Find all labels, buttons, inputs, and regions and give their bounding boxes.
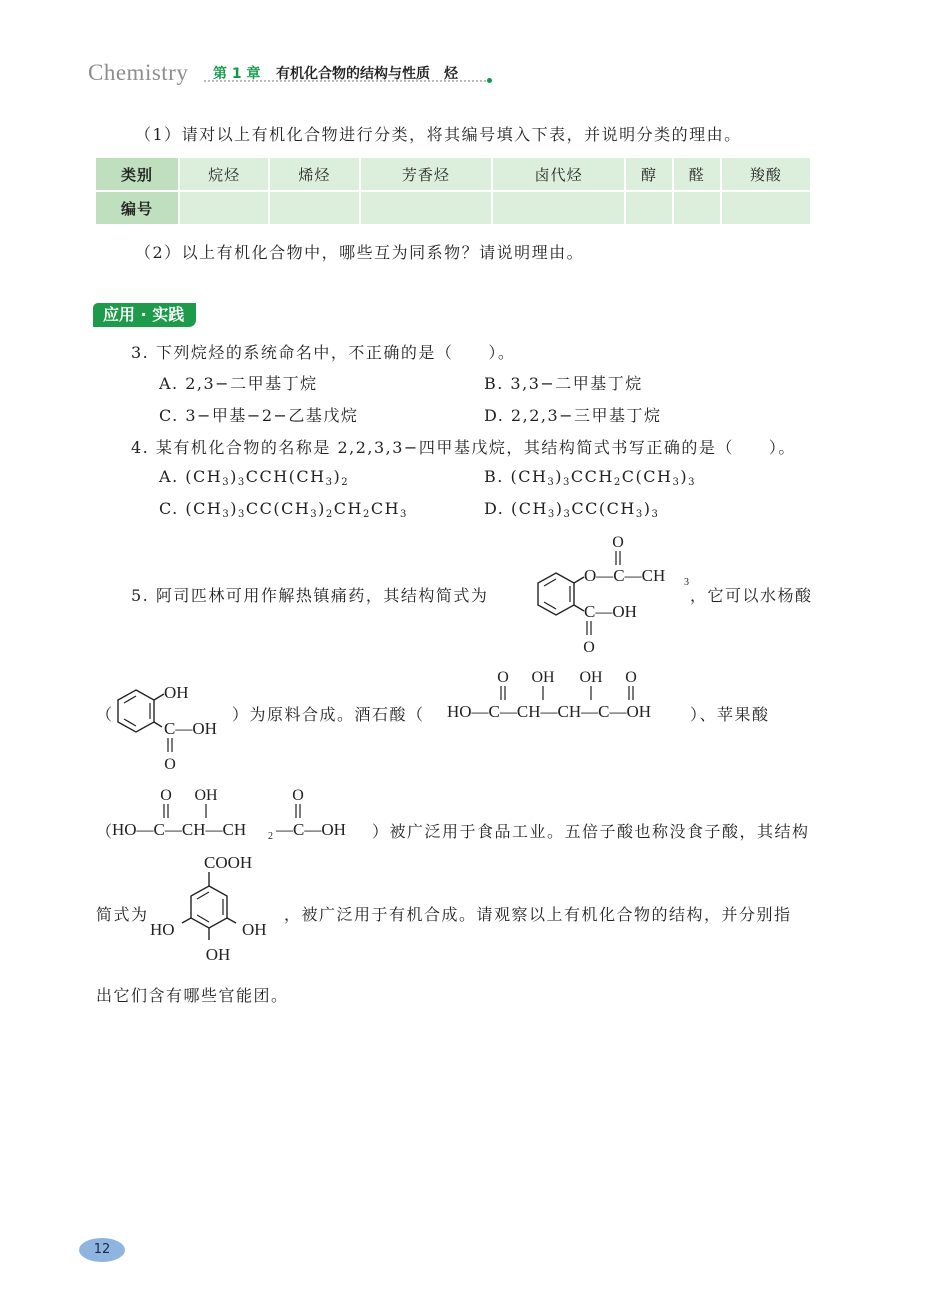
table-cell-category: 芳香烃 — [360, 157, 493, 191]
salicylic-acid-oxygen: O — [164, 756, 176, 773]
header-chapter: 第 1 章 — [213, 66, 261, 82]
q5-line3-post: ）被广泛用于食品工业。五倍子酸也称没食子酸，其结构 — [372, 822, 810, 841]
malic-ch2-subscript: 2 — [268, 831, 273, 841]
q5-line2-open: （ — [96, 705, 114, 724]
q5-line4-post: ，被广泛用于有机合成。请观察以上有机化合物的结构，并分别指 — [284, 905, 792, 924]
q4-option-b: B. $(CH_3)_3CCH_2C(CH_3)_3$ — [484, 467, 696, 488]
q5-line2-post: ）、苹果酸 — [690, 705, 770, 724]
aspirin-ch3-subscript: 3 — [684, 577, 689, 588]
q1-text: （1）请对以上有机化合物进行分类，将其编号填入下表，并说明分类的理由。 — [135, 125, 742, 144]
aspirin-ester-group: O—C—CH — [584, 566, 666, 585]
salicylic-acid-structure — [106, 680, 234, 774]
malic-hydroxyl: OH — [194, 787, 218, 804]
q3-option-b: B. 3,3−二甲基丁烷 — [484, 374, 643, 393]
table-cell-number — [625, 191, 673, 225]
table-cell-number — [360, 191, 493, 225]
table-header-number: 编号 — [95, 191, 179, 225]
malic-oxygen-2: O — [292, 787, 304, 804]
table-cell-number — [269, 191, 359, 225]
table-cell-number — [721, 191, 811, 225]
tartaric-oxygen-2: O — [625, 669, 637, 686]
q5-line2-mid: ）为原料合成。酒石酸（ — [232, 705, 425, 724]
q4-option-c: C. $(CH_3)_3CC(CH_3)_2CH_2CH_3$ — [159, 499, 408, 520]
malic-oxygen-1: O — [160, 787, 172, 804]
tartaric-acid-structure — [443, 665, 693, 723]
gallic-hydroxyl-bottom: OH — [205, 945, 231, 964]
q5-line1-post: ，它可以水杨酸 — [690, 586, 813, 605]
q3-option-a: A. 2,3−二甲基丁烷 — [159, 374, 318, 393]
page-number: 12 — [79, 1238, 125, 1262]
q4-option-a: A. $(CH_3)_3CCH(CH_3)_2$ — [159, 467, 350, 488]
table-cell-category: 烯烃 — [269, 157, 359, 191]
aspirin-ester-oxygen: O — [612, 534, 624, 551]
tartaric-hydroxyl-2: OH — [579, 669, 603, 686]
table-cell-number — [673, 191, 721, 225]
gallic-hydroxyl-left: HO — [150, 920, 175, 939]
aspirin-acid-oxygen: O — [583, 639, 595, 655]
q5-line5: 出它们含有哪些官能团。 — [96, 986, 289, 1005]
q2-text: （2）以上有机化合物中，哪些互为同系物？请说明理由。 — [135, 243, 585, 262]
malic-chain-b: —C—OH — [276, 820, 346, 839]
table-row-category — [95, 157, 811, 191]
section-badge: 应用 · 实践 — [93, 303, 196, 327]
q3-option-d: D. 2,2,3−三甲基丁烷 — [484, 406, 662, 425]
table-cell-category: 醇 — [625, 157, 673, 191]
gallic-hydroxyl-right: OH — [242, 920, 267, 939]
salicylic-acid-group: C—OH — [164, 719, 217, 738]
table-header-category: 类别 — [95, 157, 179, 191]
classification-table — [94, 156, 812, 226]
q3-stem: 3. 下列烷烃的系统命名中，不正确的是（ ）。 — [131, 343, 516, 362]
gallic-acid-structure — [146, 850, 276, 970]
malic-acid-structure — [110, 783, 372, 841]
tartaric-hydroxyl-1: OH — [531, 669, 555, 686]
q5-line4-pre: 简式为 — [96, 905, 149, 924]
tartaric-oxygen-1: O — [497, 669, 509, 686]
table-cell-number — [179, 191, 269, 225]
header-brand: Chemistry — [88, 60, 189, 85]
table-cell-category: 卤代烃 — [492, 157, 625, 191]
salicylic-hydroxyl: OH — [164, 683, 189, 702]
gallic-carboxyl: COOH — [204, 853, 253, 872]
table-cell-number — [492, 191, 625, 225]
tartaric-chain: HO—C—CH—CH—C—OH — [447, 702, 652, 721]
header-title: 有机化合物的结构与性质 烃 — [276, 66, 458, 82]
malic-chain-a: HO—C—CH—CH — [112, 820, 247, 839]
header-divider — [204, 80, 490, 82]
aspirin-acid-group: C—OH — [584, 602, 637, 621]
table-cell-category: 醛 — [673, 157, 721, 191]
q3-option-c: C. 3−甲基−2−乙基戊烷 — [159, 406, 359, 425]
q5-line1-pre: 5. 阿司匹林可用作解热镇痛药，其结构简式为 — [131, 586, 489, 605]
table-cell-category: 羧酸 — [721, 157, 811, 191]
header-dot — [487, 78, 492, 83]
q4-stem: 4. 某有机化合物的名称是 2,2,3,3−四甲基戊烷，其结构简式书写正确的是（ ）。 — [131, 438, 796, 457]
table-cell-category: 烷烃 — [179, 157, 269, 191]
q4-option-d: D. $(CH_3)_3CC(CH_3)_3$ — [484, 499, 660, 520]
q5-line3-open: （ — [96, 822, 114, 841]
aspirin-structure — [528, 533, 693, 655]
table-row-number — [95, 191, 811, 225]
